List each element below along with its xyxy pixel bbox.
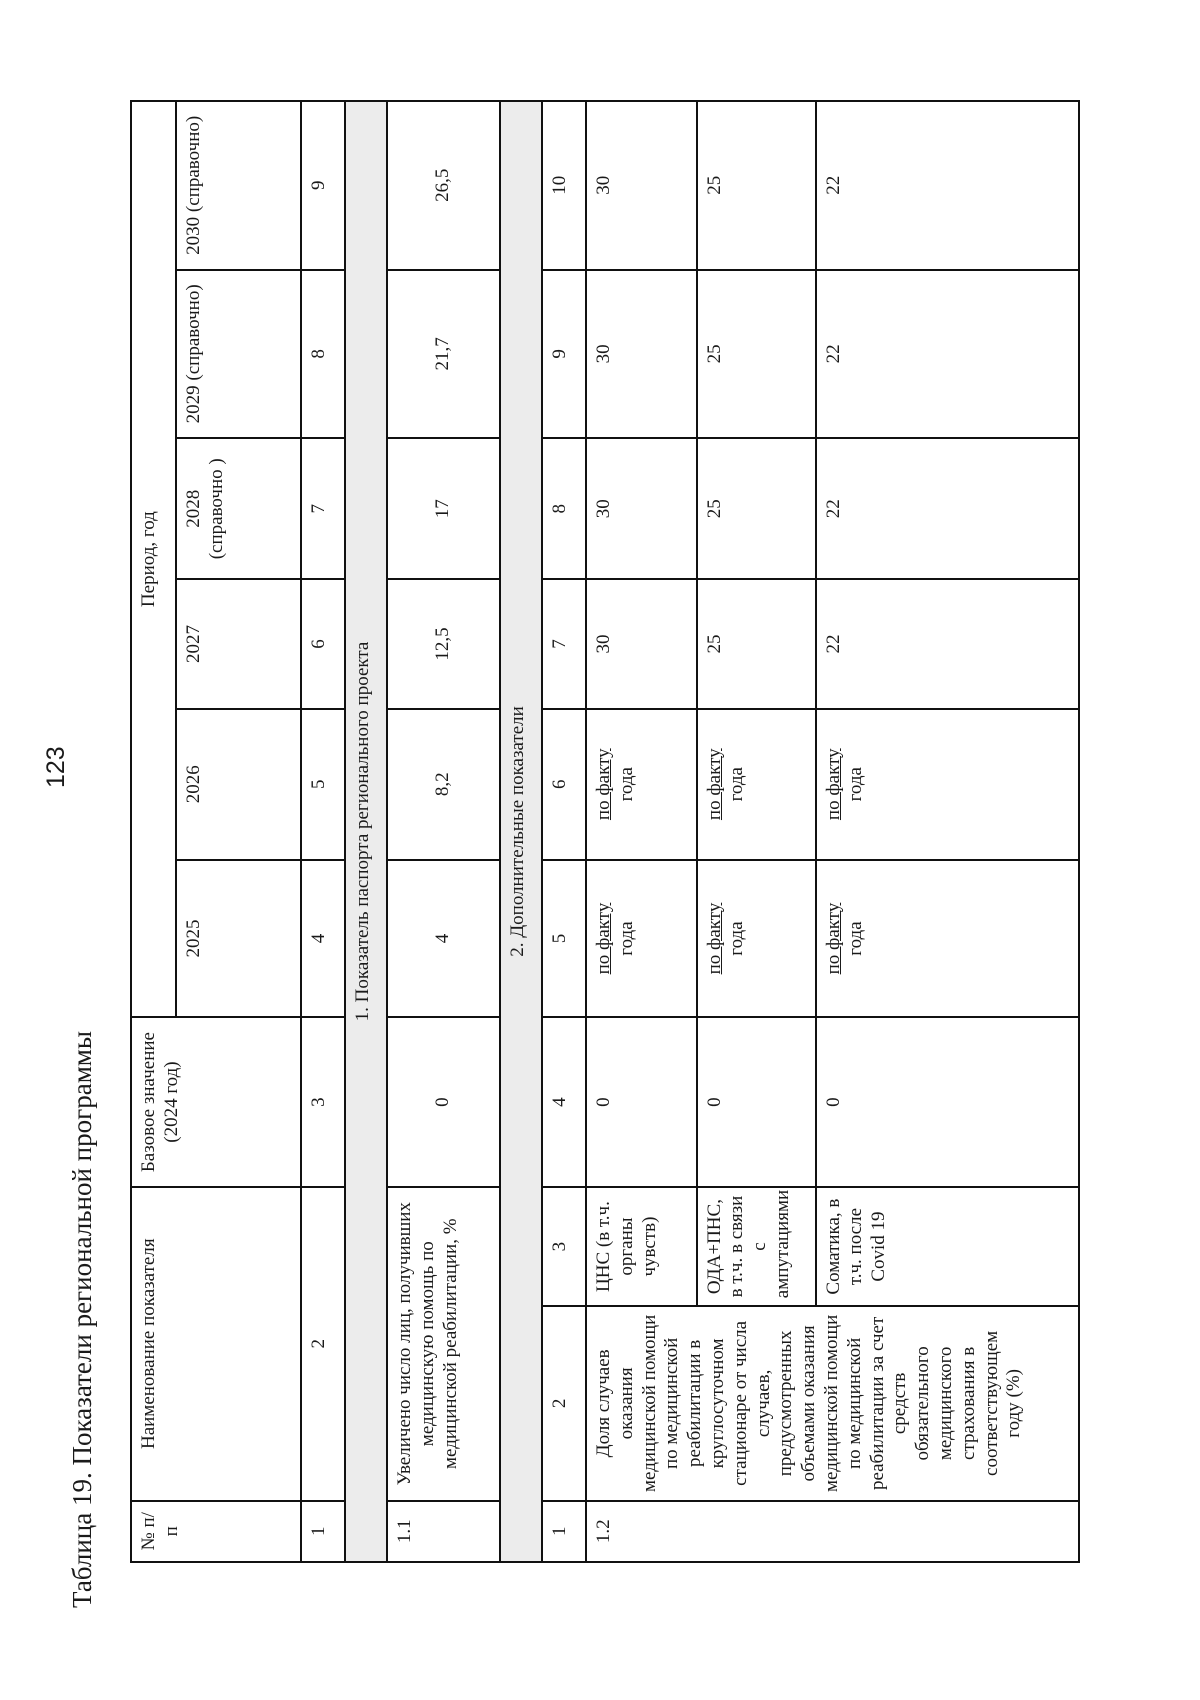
sub-indicator-label: ОДА+ПНС, в т.ч. в связи с ампутациями (697, 1187, 816, 1306)
table-row (387, 101, 500, 1562)
value-cell: 0 (697, 1017, 816, 1187)
value-cell: 25 (697, 270, 816, 438)
fact-cell (586, 709, 697, 860)
header-name: Наименование показателя (131, 1187, 301, 1501)
value-cell: 25 (697, 101, 816, 270)
table-row (586, 101, 697, 1562)
value-cell: 30 (586, 438, 697, 579)
fact-year-text: года (726, 767, 748, 802)
column-number: 4 (542, 1017, 586, 1187)
header-base: Базовое значение (2024 год) (131, 1017, 301, 1187)
fact-text: по факту (822, 748, 844, 821)
value-cell: 25 (697, 579, 816, 708)
header-period: Период, год (131, 101, 176, 1017)
value-cell: 30 (586, 579, 697, 708)
value-cell: 4 (387, 860, 500, 1017)
value-cell: 22 (816, 270, 1079, 438)
fact-text: по факту (703, 902, 725, 975)
column-number: 1 (301, 1501, 345, 1562)
column-numbers-row (542, 101, 586, 1562)
value-cell: 21,7 (387, 270, 500, 438)
fact-text: по факту (822, 902, 844, 975)
header-year: 2029 (справочно) (176, 270, 300, 438)
value-cell: 17 (387, 438, 500, 579)
indicator-name: Доля случаев оказания медицинской помощи по медицинской реабилитации в круглосуточном стационаре от числа случаев, предусмотренных объемами оказания медицинской помощи по медицинской реабилитации за счет средств обязательного медицинского страхования в соответствующем году (%) (586, 1306, 1079, 1500)
section-heading-2: 2. Дополнительные показатели (500, 101, 542, 1562)
column-number: 3 (301, 1017, 345, 1187)
value-cell: 0 (387, 1017, 500, 1187)
section-row (345, 101, 387, 1562)
fact-year-text: года (726, 921, 748, 956)
column-number: 7 (301, 438, 345, 579)
value-cell: 22 (816, 438, 1079, 579)
header-row (131, 101, 176, 1562)
value-cell: 8,2 (387, 709, 500, 860)
page-number: 123 (42, 746, 70, 788)
section-row (500, 101, 542, 1562)
column-number: 3 (542, 1187, 586, 1306)
fact-year-text: года (615, 921, 637, 956)
header-year: 2025 (176, 860, 300, 1017)
fact-text: по факту (703, 748, 725, 821)
column-number: 4 (301, 860, 345, 1017)
column-number: 9 (542, 270, 586, 438)
column-number: 2 (301, 1187, 345, 1501)
column-number: 8 (542, 438, 586, 579)
table-title: Таблица 19. Показатели региональной программы (67, 1030, 97, 1608)
column-number: 5 (542, 860, 586, 1017)
column-number: 9 (301, 101, 345, 270)
column-number: 6 (301, 579, 345, 708)
header-year: 2028 (справочно ) (176, 438, 300, 579)
fact-cell (586, 860, 697, 1017)
fact-year-text: года (845, 767, 867, 802)
fact-cell (697, 860, 816, 1017)
value-cell: 25 (697, 438, 816, 579)
indicator-name: Увеличено число лиц, получивших медицинскую помощь по медицинской реабилитации, % (387, 1187, 500, 1501)
value-cell: 0 (816, 1017, 1079, 1187)
value-cell: 12,5 (387, 579, 500, 708)
fact-text: по факту (592, 902, 614, 975)
column-number: 7 (542, 579, 586, 708)
fact-year-text: года (615, 767, 637, 802)
section-heading-1: 1. Показатель паспорта регионального проекта (345, 101, 387, 1562)
column-number: 2 (542, 1306, 586, 1500)
column-number: 10 (542, 101, 586, 270)
column-number: 5 (301, 709, 345, 860)
sub-indicator-label: Соматика, в т.ч. после Covid 19 (816, 1187, 1079, 1306)
fact-text: по факту (592, 748, 614, 821)
header-year: 2027 (176, 579, 300, 708)
value-cell: 22 (816, 101, 1079, 270)
header-num: № п/п (131, 1501, 301, 1562)
column-number: 8 (301, 270, 345, 438)
value-cell: 30 (586, 101, 697, 270)
fact-cell (697, 709, 816, 860)
column-number: 6 (542, 709, 586, 860)
fact-year-text: года (845, 921, 867, 956)
header-year: 2026 (176, 709, 300, 860)
fact-cell (816, 709, 1079, 860)
value-cell: 22 (816, 579, 1079, 708)
fact-cell (816, 860, 1079, 1017)
value-cell: 30 (586, 270, 697, 438)
row-num: 1.2 (586, 1501, 1079, 1562)
header-year: 2030 (справочно) (176, 101, 300, 270)
value-cell: 0 (586, 1017, 697, 1187)
column-numbers-row (301, 101, 345, 1562)
indicators-table (130, 100, 1080, 1563)
column-number: 1 (542, 1501, 586, 1562)
row-num: 1.1 (387, 1501, 500, 1562)
sub-indicator-label: ЦНС (в т.ч. органы чувств) (586, 1187, 697, 1306)
value-cell: 26,5 (387, 101, 500, 270)
rotated-table-wrapper (130, 100, 1080, 1563)
